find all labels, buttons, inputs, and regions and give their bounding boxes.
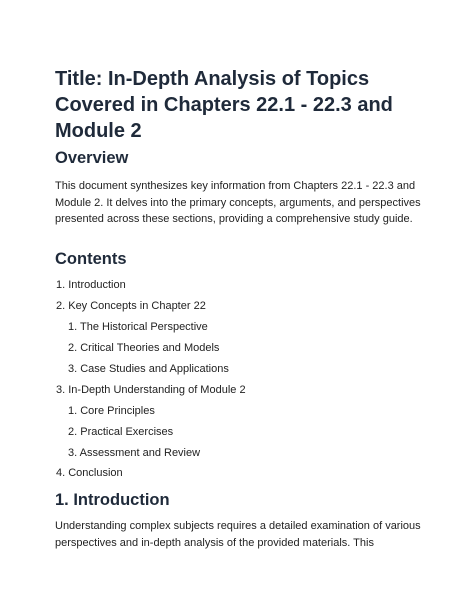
- document-title: Title: In-Depth Analysis of Topics Covered in Chapters 22.1 - 22.3 and Module 2: [55, 68, 393, 142]
- introduction-paragraph: Understanding complex subjects requires a detailed examination of various perspectives and in-depth analysis of the provided materials. This: [55, 520, 421, 549]
- toc-subitem-practical-exercises[interactable]: 2. Practical Exercises: [68, 426, 174, 438]
- contents-heading: Contents: [55, 250, 127, 268]
- overview-heading: Overview: [55, 149, 129, 167]
- toc-subitem-core-principles[interactable]: 1. Core Principles: [68, 405, 155, 417]
- toc-subitem-critical-theories[interactable]: 2. Critical Theories and Models: [68, 342, 220, 354]
- toc-item-key-concepts[interactable]: 2. Key Concepts in Chapter 22: [56, 300, 206, 312]
- introduction-heading: 1. Introduction: [55, 491, 170, 509]
- toc-subitem-assessment-review[interactable]: 3. Assessment and Review: [68, 447, 201, 459]
- toc-subitem-historical-perspective[interactable]: 1. The Historical Perspective: [68, 321, 208, 333]
- toc-item-conclusion[interactable]: 4. Conclusion: [56, 467, 123, 479]
- toc-item-module-2[interactable]: 3. In-Depth Understanding of Module 2: [56, 384, 246, 396]
- toc-subitem-case-studies[interactable]: 3. Case Studies and Applications: [68, 363, 229, 375]
- toc-item-introduction[interactable]: 1. Introduction: [56, 279, 126, 291]
- overview-paragraph: This document synthesizes key information from Chapters 22.1 - 22.3 and Module 2. It delves into the primary concepts, arguments, and perspectives presented across these sections, providing a comprehensive study guide.: [55, 180, 421, 225]
